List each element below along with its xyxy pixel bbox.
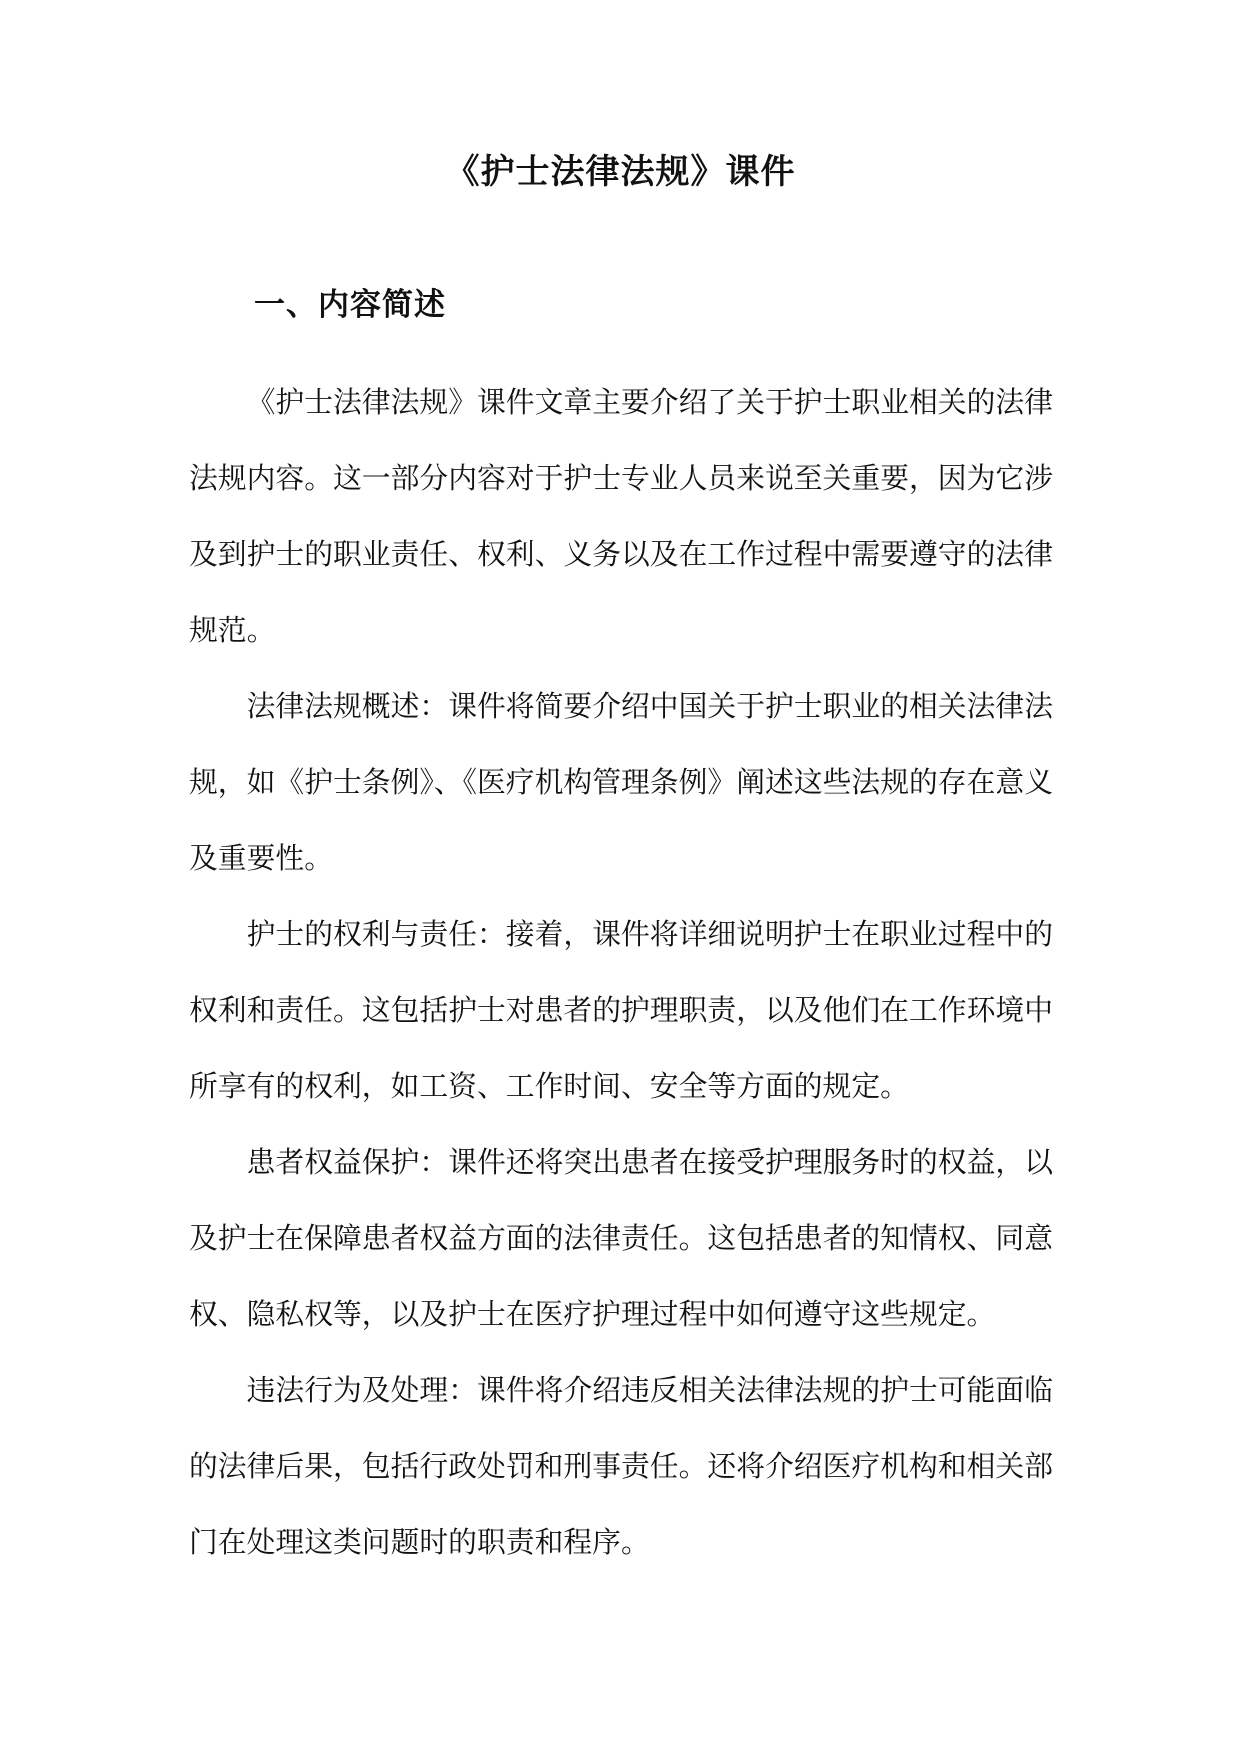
paragraph-violations: 违法行为及处理：课件将介绍违反相关法律法规的护士可能面临的法律后果，包括行政处罚和刑事责任。还将介绍医疗机构和相关部门在处理这类问题时的职责和程序。 xyxy=(189,1373,1053,1559)
document-title: 《护士法律法规》课件 xyxy=(445,152,796,192)
paragraph-patient-rights: 患者权益保护：课件还将突出患者在接受护理服务时的权益，以及护士在保障患者权益方面的法律责任。这包括患者的知情权、同意权、隐私权等，以及护士在医疗护理过程中如何遵守这些规定。 xyxy=(189,1145,1053,1331)
body-text xyxy=(189,364,1053,1580)
paragraph-overview: 法律法规概述：课件将简要介绍中国关于护士职业的相关法律法规，如《护士条例》、《医疗机构管理条例》阐述这些法规的存在意义及重要性。 xyxy=(189,689,1053,875)
section-heading: 一、内容简述 xyxy=(254,287,446,323)
paragraph-rights-duties: 护士的权利与责任：接着，课件将详细说明护士在职业过程中的权利和责任。这包括护士对患者的护理职责，以及他们在工作环境中所享有的权利，如工资、工作时间、安全等方面的规定。 xyxy=(189,917,1053,1103)
paragraph-intro: 《护士法律法规》课件文章主要介绍了关于护士职业相关的法律法规内容。这一部分内容对于护士专业人员来说至关重要，因为它涉及到护士的职业责任、权利、义务以及在工作过程中需要遵守的法律规范。 xyxy=(189,385,1053,647)
